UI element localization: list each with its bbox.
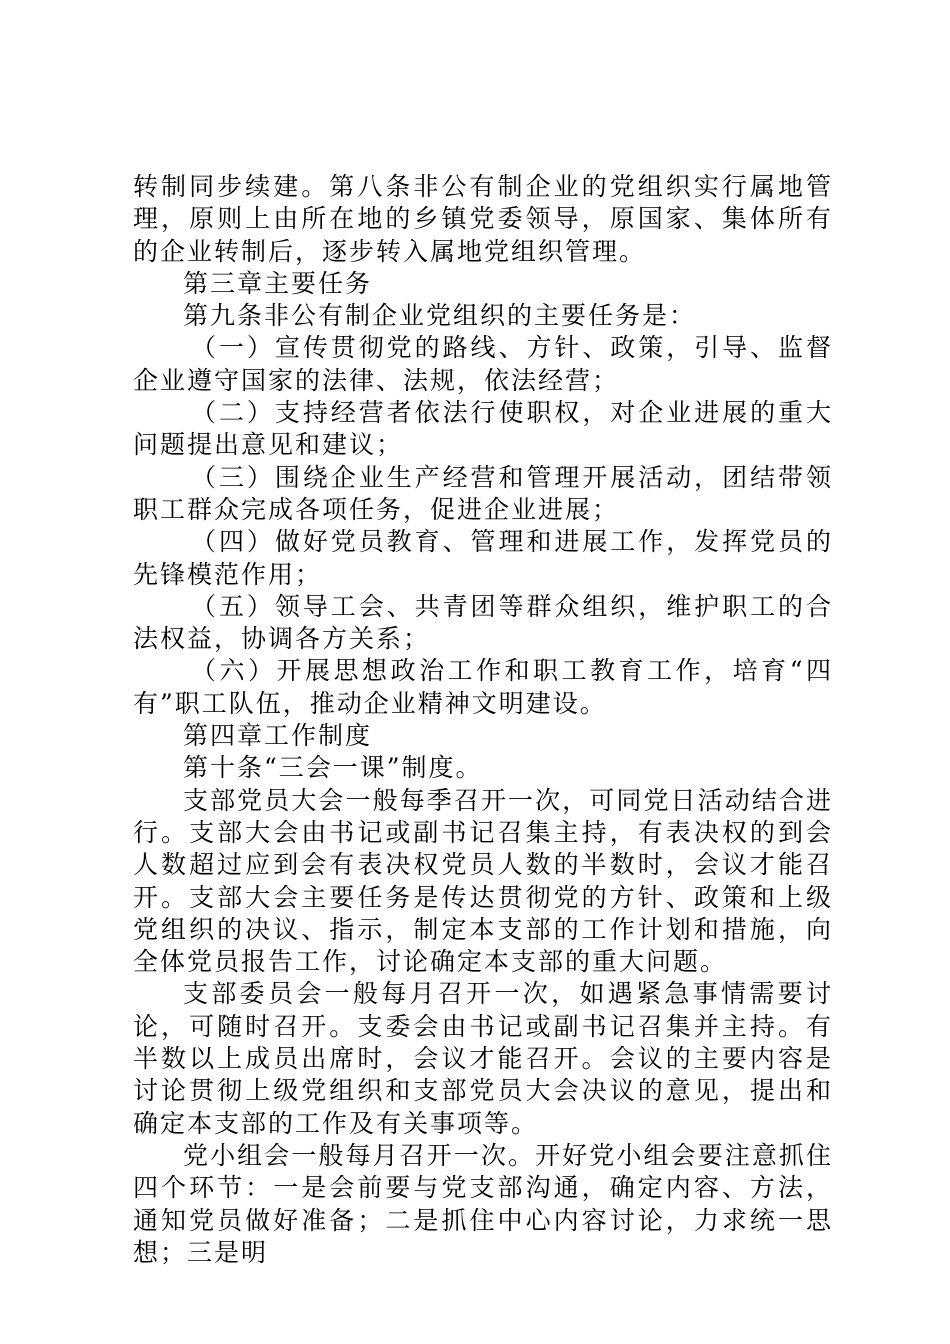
article-9-heading: 第九条非公有制企业党组织的主要任务是：	[183, 301, 697, 331]
task-item-4: （四）做好党员教育、管理和进展工作，发挥党员的先锋模范作用；	[133, 527, 833, 589]
paragraph-continuation: 转制同步续建。第八条非公有制企业的党组织实行属地管理，原则上由所在地的乡镇党委领导，原国家、集体所有的企业转制后，逐步转入属地党组织管理。	[133, 172, 833, 266]
paragraph-party-group-meeting: 党小组会一般每月召开一次。开好党小组会要注意抓住四个环节：一是会前要与党支部沟通，确定内容、方法，通知党员做好准备；二是抓住中心内容讨论，力求统一思想；三是明	[133, 1140, 833, 1267]
paragraph-branch-general-meeting: 支部党员大会一般每季召开一次，可同党日活动结合进行。支部大会由书记或副书记召集主持，有表决权的到会人数超过应到会有表决权党员人数的半数时，会议才能召开。支部大会主要任务是传达贯彻党的方针、政策和上级党组织的决议、指示，制定本支部的工作计划和措施，向全体党员报告工作，讨论确定本支部的重大问题。	[133, 785, 833, 977]
paragraph-branch-committee: 支部委员会一般每月召开一次，如遇紧急事情需要讨论，可随时召开。支委会由书记或副书记召集并主持。有半数以上成员出席时，会议才能召开。会议的主要内容是讨论贯彻上级党组织和支部党员大会决议的意见，提出和确定本支部的工作及有关事项等。	[133, 979, 833, 1138]
chapter-heading-3: 第三章主要任务	[183, 268, 373, 298]
document-body	[133, 171, 833, 1269]
task-item-1: （一）宣传贯彻党的路线、方针、政策，引导、监督企业遵守国家的法律、法规，依法经营；	[133, 333, 833, 395]
task-item-3: （三）围绕企业生产经营和管理开展活动，团结带领职工群众完成各项任务，促进企业进展；	[133, 462, 833, 524]
task-item-6: （六）开展思想政治工作和职工教育工作，培育“四有”职工队伍，推动企业精神文明建设。	[133, 656, 833, 718]
article-10-heading: 第十条“三会一课”制度。	[183, 753, 483, 783]
task-item-2: （二）支持经营者依法行使职权，对企业进展的重大问题提出意见和建议；	[133, 398, 833, 460]
chapter-heading-4: 第四章工作制度	[183, 721, 373, 751]
task-item-5: （五）领导工会、共青团等群众组织，维护职工的合法权益，协调各方关系；	[133, 591, 833, 654]
